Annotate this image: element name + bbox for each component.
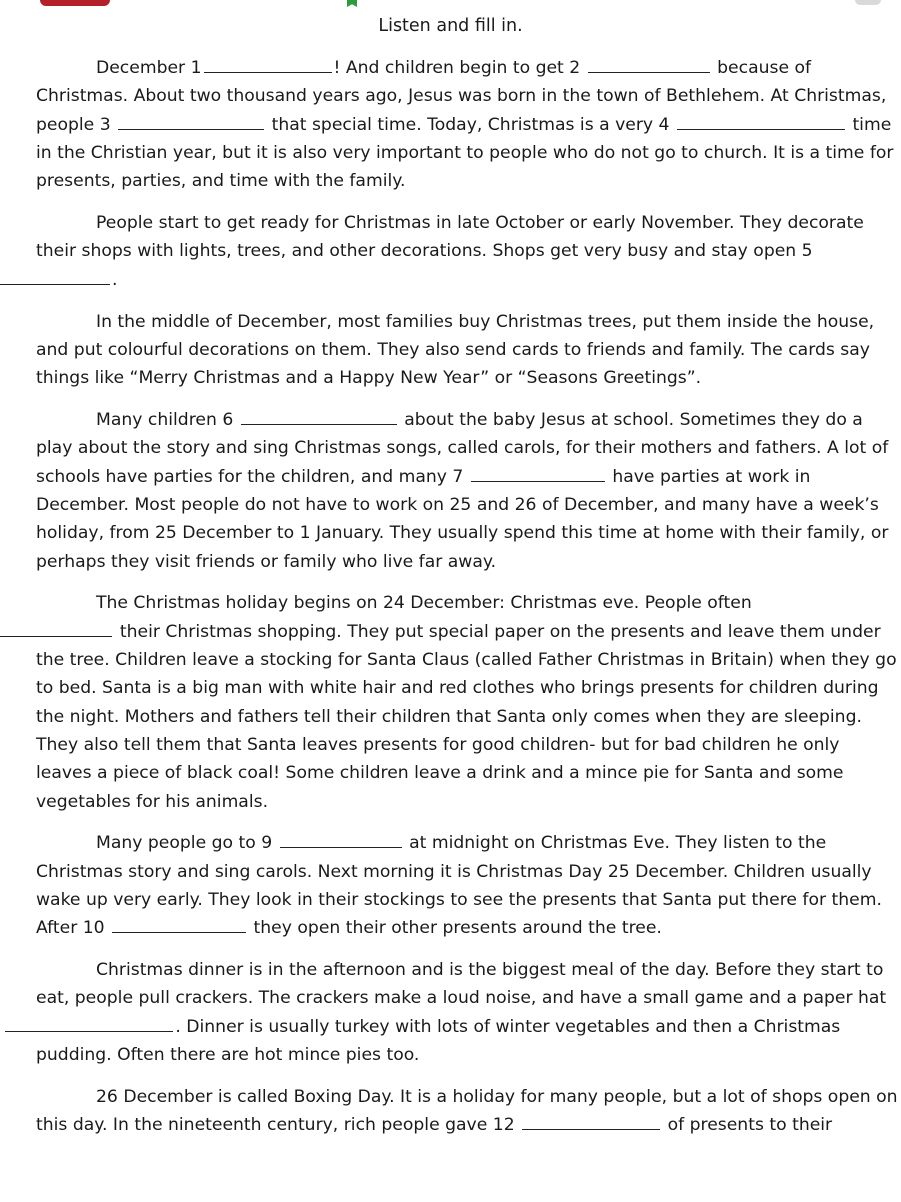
text-segment: The Christmas holiday begins on 24 December: Christmas eve. People often [96, 593, 752, 614]
text-segment: In the middle of December, most families buy Christmas trees, put them inside the house, and put colourful decorations on them. They also send cards to friends and family. The cards say things like “Merry Christmas and a Happy New Year” or “Seasons Greetings”. [36, 311, 875, 389]
worksheet-body [36, 54, 898, 1153]
text-segment: Many children 6 [96, 410, 234, 431]
paragraph-3 [36, 308, 898, 393]
paragraph-5 [36, 589, 898, 815]
text-segment: that special time. Today, Christmas is a very 4 [271, 114, 670, 135]
text-segment: have parties at work in December. Most people do not have to work on 25 and 26 of December, and many have a week’s holiday, from 25 December to 1 January. They usually spend this time at home with their family, or perhaps they visit friends or family who live far away. [36, 466, 889, 572]
text-segment: about the baby Jesus at school. Sometimes they do a play about the story and sing Christmas songs, called carols, for their mothers and fathers. A lot of schools have parties for the children, and many 7 [36, 410, 889, 487]
text-segment: Many people go to 9 [96, 833, 273, 854]
worksheet-title: Listen and fill in. [378, 16, 523, 36]
text-segment: ! And children begin to get 2 [333, 58, 581, 78]
blank-10[interactable] [112, 915, 246, 933]
text-segment: People start to get ready for Christmas in late October or early November. They decorate their shops with lights, trees, and other decorations. Shops get very busy and stay open 5 [36, 213, 864, 262]
text-segment: they open their other presents around the tree. [253, 918, 662, 939]
blank-7[interactable] [471, 464, 605, 482]
text-segment: of presents to their [667, 1115, 833, 1136]
blank-5[interactable] [0, 267, 110, 285]
text-segment: . [112, 269, 118, 290]
text-segment: . Dinner is usually turkey with lots of winter vegetables and then a Christmas pudding. Often there are hot mince pies too. [36, 1016, 841, 1066]
snow-decoration [855, 0, 881, 5]
text-segment: 26 December is called Boxing Day. It is a holiday for many people, but a lot of shops open on this day. In the nineteenth century, rich people gave 12 [36, 1086, 898, 1136]
paragraph-1 [36, 54, 898, 195]
blank-4[interactable] [677, 112, 845, 130]
text-segment: because of Christmas. About two thousand years ago, Jesus was born in the town of Bethlehem. At Christmas, people 3 [36, 58, 887, 135]
blank-12[interactable] [522, 1112, 660, 1130]
text-segment: their Christmas shopping. They put special paper on the presents and leave them under the tree. Children leave a stocking for Santa Claus (called Father Christmas in Britain) when they go to bed. Santa is a big man with white hair and red clothes who brings presents for children during the night. Mothers and fathers tell their children that Santa only comes when they are sleeping. They also tell them that Santa leaves presents for good children- but for bad children he only leaves a piece of black coal! Some children leave a drink and a mince pie for Santa and some vegetables for his animals. [36, 621, 897, 812]
holly-decoration-green [347, 0, 357, 7]
text-segment: time in the Christian year, but it is also very important to people who do not go to church. It is a time for presents, parties, and time with the family. [36, 114, 894, 192]
paragraph-8 [36, 1083, 898, 1140]
blank-1[interactable] [204, 55, 332, 73]
paragraph-4 [36, 406, 898, 576]
blank-9[interactable] [280, 830, 402, 848]
blank-11[interactable] [5, 1014, 173, 1032]
blank-6[interactable] [241, 407, 397, 425]
paragraph-6 [36, 829, 898, 942]
paragraph-2 [36, 209, 898, 294]
text-segment: at midnight on Christmas Eve. They listen to the Christmas story and sing carols. Next morning it is Christmas Day 25 December. Children usually wake up very early. They look in their stockings to see the presents that Santa put there for them. After 10 [36, 833, 882, 939]
text-segment: Christmas dinner is in the afternoon and is the biggest meal of the day. Before they start to eat, people pull crackers. The crackers make a loud noise, and have a small game and a paper hat [36, 960, 887, 1009]
blank-8[interactable] [0, 619, 112, 637]
text-segment: December 1 [96, 58, 202, 78]
blank-3[interactable] [118, 112, 264, 130]
blank-2[interactable] [588, 55, 710, 73]
holly-decoration-red [40, 0, 110, 6]
paragraph-7 [36, 956, 898, 1069]
